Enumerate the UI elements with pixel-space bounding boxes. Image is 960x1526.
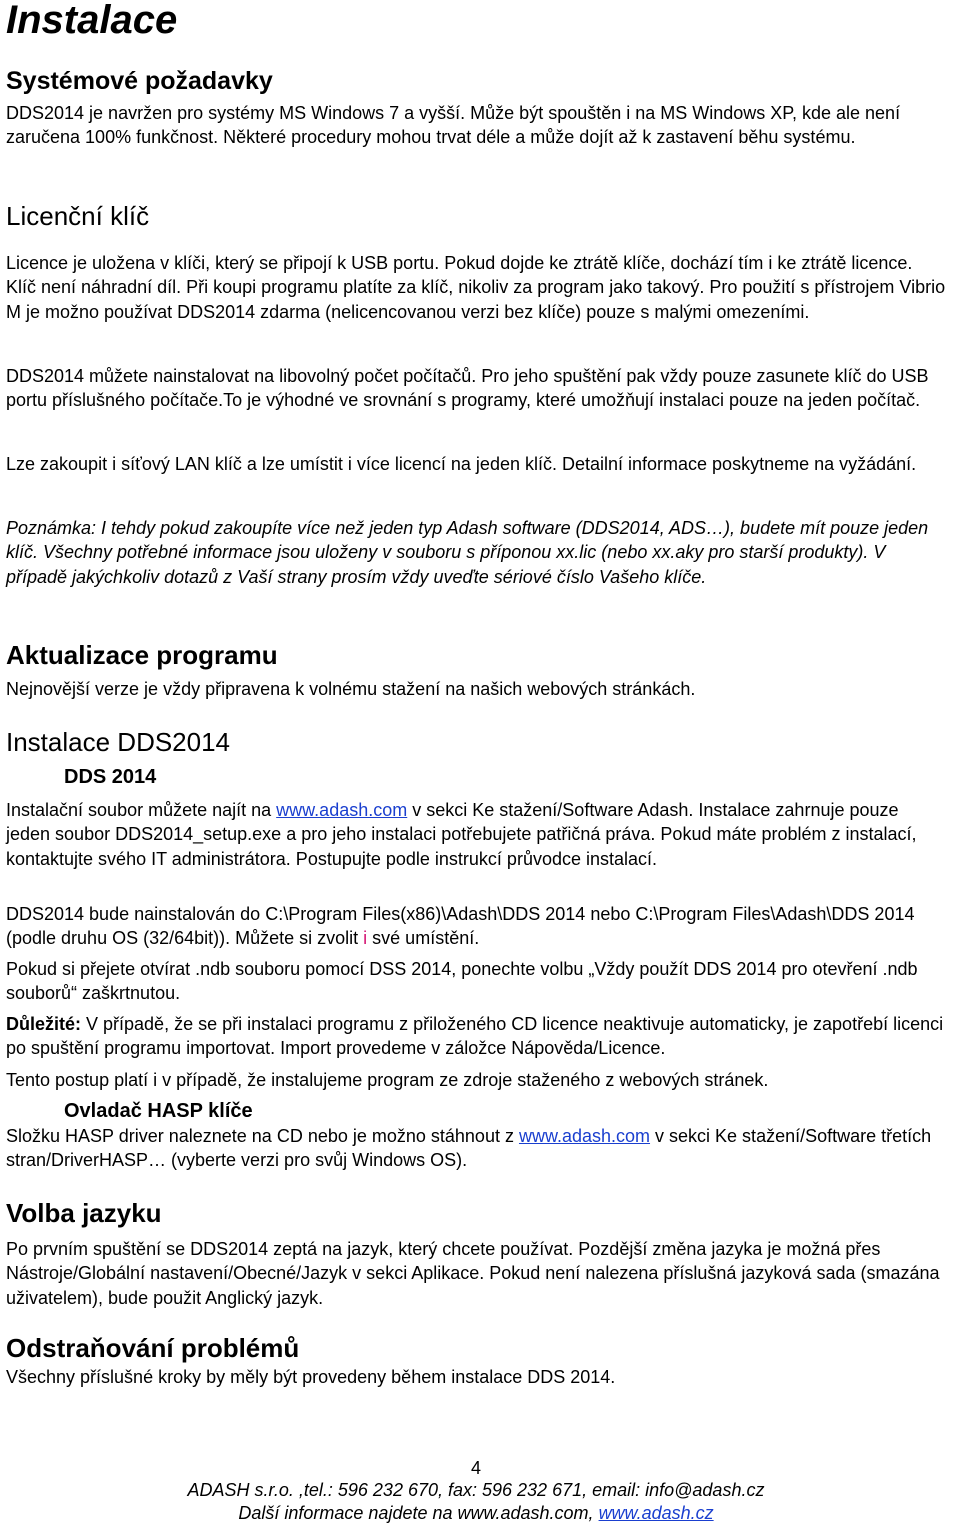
install-p2-text-a: DDS2014 bude nainstalován do C:\Program Files(x86)\Adash\DDS 2014 nebo C:\Program Files\Adash\DDS 2014 (podle druhu OS (32/64bit)). Můžete si zvolit [6, 904, 915, 949]
requirements-heading: Systémové požadavky [6, 67, 273, 95]
update-heading: Aktualizace programu [6, 640, 278, 670]
language-text: Po prvním spuštění se DDS2014 zeptá na jazyk, který chcete používat. Pozdější změna jazyka je možná přes Nástroje/Globální nastavení/Obecné/Jazyk v sekci Aplikace. Pokud není nalezena příslušná jazyková sada (smazána uživatelem), bude použit Anglický jazyk. [6, 1239, 940, 1308]
adash-link[interactable]: www.adash.com [276, 800, 408, 820]
hasp-text-a: Složku HASP driver naleznete na CD nebo je možno stáhnout z [6, 1126, 519, 1146]
footer-more-info [6, 1502, 946, 1524]
license-paragraph-1: Licence je uložena v klíči, který se připojí k USB portu. Pokud dojde ke ztrátě klíče, dochází tím i ke ztrátě licence. Klíč není náhradní díl. Při koupi programu platíte za klíč, nikoliv za program jako takový. Pro použití s přístrojem Vibrio M je možno používat DDS2014 zdarma (nelicencovanou verzi bez klíče) pouze s malými omezeními. [6, 253, 946, 322]
language-heading: Volba jazyku [6, 1198, 162, 1228]
install-paragraph-1 [6, 798, 946, 871]
install-p1-text-b: v sekci Ke stažení/Software Adash. Instalace zahrnuje pouze jeden soubor DDS2014_setup.exe a pro jeho instalaci potřebujete patřičná práva. Pokud máte problém z instalací, kontaktujte svého IT administrátora. Postupujte podle instrukcí průvodce instalací. [6, 800, 917, 869]
install-paragraph-3: Pokud si přejete otvírat .ndb souboru pomocí DSS 2014, ponechte volbu „Vždy použít DDS 2014 pro otevření .ndb souborů“ zaškrtnutou. [6, 959, 918, 1004]
install-subheading: DDS 2014 [64, 766, 157, 788]
license-note: Poznámka: I tehdy pokud zakoupíte více než jeden typ Adash software (DDS2014, ADS…), budete mít pouze jeden klíč. Všechny potřebné informace jsou uloženy v souboru s příponou xx.lic (nebo xx.aky pro starší produkty). V případě jakýchkoliv dotazů z Vaší strany prosím vždy uveďte sériové číslo Vašeho klíče. [6, 518, 929, 587]
install-p1-text-a: Instalační soubor můžete najít na [6, 800, 277, 820]
footer-more-info-text: Další informace najdete na www.adash.com, [238, 1503, 599, 1523]
hasp-adash-link[interactable]: www.adash.com [518, 1126, 651, 1146]
license-paragraph-3: Lze zakoupit i síťový LAN klíč a lze umístit i více licencí na jeden klíč. Detailní informace poskytneme na vyžádání. [6, 454, 917, 474]
hasp-heading: Ovladač HASP klíče [64, 1100, 253, 1122]
footer-adash-cz-link[interactable]: www.adash.cz [598, 1503, 714, 1523]
update-text: Nejnovější verze je vždy připravena k volnému stažení na našich webových stránkách. [6, 679, 696, 699]
install-paragraph-4 [6, 1012, 946, 1061]
license-paragraph-2: DDS2014 můžete nainstalovat na libovolný počet počítačů. Pro jeho spuštění pak vždy pouze zasunete klíč do USB portu příslušného počítače.To je výhodné ve srovnání s programy, které umožňují instalaci pouze na jeden počítač. [6, 366, 929, 411]
install-p4-text: V případě, že se při instalaci programu z přiloženého CD licence neaktivuje automaticky, je zapotřebí licenci po spuštění programu importovat. Import provedeme v záložce Nápověda/Licence. [6, 1014, 944, 1059]
install-p2-text-b: své umístění. [367, 928, 480, 949]
hasp-paragraph [6, 1124, 946, 1173]
requirements-text: DDS2014 je navržen pro systémy MS Windows 7 a vyšší. Může být spouštěn i na MS Windows XP, kde ale není zaručena 100% funkčnost. Některé procedury mohou trvat déle a může dojít až k zastavení běhu systému. [6, 103, 901, 148]
install-paragraph-2 [6, 902, 946, 951]
install-heading: Instalace DDS2014 [6, 727, 231, 757]
troubleshooting-text: Všechny příslušné kroky by měly být provedeny během instalace DDS 2014. [6, 1367, 616, 1387]
page-number: 4 [470, 1458, 481, 1478]
important-label: Důležité: [6, 1014, 82, 1034]
install-paragraph-5: Tento postup platí i v případě, že instalujeme program ze zdroje staženého z webových stránek. [6, 1070, 769, 1090]
page-title: Instalace [6, 0, 178, 42]
license-heading: Licenční klíč [6, 201, 150, 231]
install-p2-highlight: i [363, 928, 368, 949]
footer-contact: ADASH s.r.o. ,tel.: 596 232 670, fax: 596 232 671, email: info@adash.cz [187, 1480, 765, 1500]
troubleshooting-heading: Odstraňování problémů [6, 1333, 300, 1363]
hasp-text-b: v sekci Ke stažení/Software třetích stran/DriverHASP… (vyberte verzi pro svůj Windows OS). [6, 1126, 932, 1171]
